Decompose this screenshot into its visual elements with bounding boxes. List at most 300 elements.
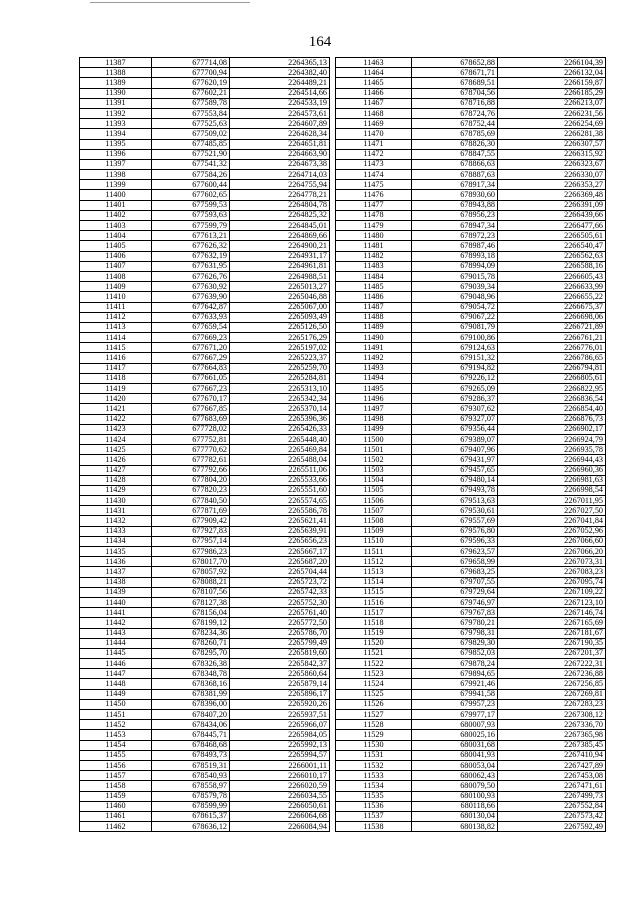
point-number-cell: 11453 xyxy=(80,730,152,740)
y-coordinate-cell: 2267066,60 xyxy=(498,536,606,546)
x-coordinate-cell: 679100,86 xyxy=(412,333,498,343)
table-row xyxy=(336,485,606,495)
point-number-cell: 11424 xyxy=(80,434,152,444)
table-row xyxy=(336,322,606,332)
point-number-cell: 11423 xyxy=(80,424,152,434)
x-coordinate-cell: 679015,78 xyxy=(412,271,498,281)
x-coordinate-cell: 679194,82 xyxy=(412,363,498,373)
table-row xyxy=(80,282,330,292)
y-coordinate-cell: 2266633,99 xyxy=(498,282,606,292)
point-number-cell: 11472 xyxy=(336,149,412,159)
table-row xyxy=(336,465,606,475)
table-row xyxy=(336,119,606,129)
table-row xyxy=(336,526,606,536)
x-coordinate-cell: 679407,96 xyxy=(412,445,498,455)
x-coordinate-cell: 679493,78 xyxy=(412,485,498,495)
table-row xyxy=(80,221,330,231)
table-row xyxy=(336,557,606,567)
point-number-cell: 11446 xyxy=(80,659,152,669)
point-number-cell: 11471 xyxy=(336,139,412,149)
point-number-cell: 11420 xyxy=(80,394,152,404)
point-number-cell: 11419 xyxy=(80,384,152,394)
y-coordinate-cell: 2264804,78 xyxy=(230,200,330,210)
y-coordinate-cell: 2266935,78 xyxy=(498,445,606,455)
point-number-cell: 11486 xyxy=(336,292,412,302)
x-coordinate-cell: 677871,69 xyxy=(152,506,230,516)
x-coordinate-cell: 678234,36 xyxy=(152,628,230,638)
table-row xyxy=(336,384,606,394)
x-coordinate-cell: 677521,90 xyxy=(152,149,230,159)
point-number-cell: 11414 xyxy=(80,333,152,343)
table-row xyxy=(80,108,330,118)
point-number-cell: 11503 xyxy=(336,465,412,475)
table-row xyxy=(80,740,330,750)
table-row xyxy=(336,434,606,444)
y-coordinate-cell: 2266353,27 xyxy=(498,180,606,190)
x-coordinate-cell: 677770,62 xyxy=(152,445,230,455)
y-coordinate-cell: 2266034,55 xyxy=(230,791,330,801)
y-coordinate-cell: 2264663,90 xyxy=(230,149,330,159)
y-coordinate-cell: 2266924,79 xyxy=(498,434,606,444)
table-row xyxy=(80,577,330,587)
y-coordinate-cell: 2267083,23 xyxy=(498,567,606,577)
y-coordinate-cell: 2266020,59 xyxy=(230,781,330,791)
point-number-cell: 11506 xyxy=(336,496,412,506)
table-row xyxy=(80,689,330,699)
table-row xyxy=(80,210,330,220)
x-coordinate-cell: 678260,71 xyxy=(152,638,230,648)
table-row xyxy=(336,547,606,557)
y-coordinate-cell: 2264489,21 xyxy=(230,78,330,88)
table-row xyxy=(336,791,606,801)
y-coordinate-cell: 2266605,43 xyxy=(498,271,606,281)
table-row xyxy=(336,597,606,607)
table-row xyxy=(336,475,606,485)
point-number-cell: 11533 xyxy=(336,771,412,781)
x-coordinate-cell: 679921,46 xyxy=(412,679,498,689)
y-coordinate-cell: 2265259,70 xyxy=(230,363,330,373)
y-coordinate-cell: 2264931,17 xyxy=(230,251,330,261)
y-coordinate-cell: 2266050,61 xyxy=(230,801,330,811)
table-row xyxy=(80,822,330,832)
table-row xyxy=(80,618,330,628)
point-number-cell: 11538 xyxy=(336,822,412,832)
y-coordinate-cell: 2265667,17 xyxy=(230,547,330,557)
y-coordinate-cell: 2264900,21 xyxy=(230,241,330,251)
x-coordinate-cell: 680007,93 xyxy=(412,720,498,730)
table-row xyxy=(80,139,330,149)
y-coordinate-cell: 2266776,01 xyxy=(498,343,606,353)
y-coordinate-cell: 2266562,63 xyxy=(498,251,606,261)
y-coordinate-cell: 2267308,12 xyxy=(498,710,606,720)
point-number-cell: 11430 xyxy=(80,496,152,506)
x-coordinate-cell: 677782,61 xyxy=(152,455,230,465)
point-number-cell: 11425 xyxy=(80,445,152,455)
point-number-cell: 11463 xyxy=(336,58,412,68)
table-row xyxy=(336,608,606,618)
table-row xyxy=(80,465,330,475)
x-coordinate-cell: 677804,20 xyxy=(152,475,230,485)
table-row xyxy=(80,261,330,271)
x-coordinate-cell: 680079,50 xyxy=(412,781,498,791)
point-number-cell: 11535 xyxy=(336,791,412,801)
table-row xyxy=(336,424,606,434)
y-coordinate-cell: 2265799,49 xyxy=(230,638,330,648)
table-row xyxy=(336,149,606,159)
table-row xyxy=(336,567,606,577)
point-number-cell: 11496 xyxy=(336,394,412,404)
x-coordinate-cell: 678088,21 xyxy=(152,577,230,587)
x-coordinate-cell: 679530,61 xyxy=(412,506,498,516)
x-coordinate-cell: 677553,84 xyxy=(152,108,230,118)
table-row xyxy=(80,424,330,434)
table-row xyxy=(336,750,606,760)
table-row xyxy=(336,760,606,770)
y-coordinate-cell: 2266323,67 xyxy=(498,159,606,169)
table-row xyxy=(336,139,606,149)
x-coordinate-cell: 679431,97 xyxy=(412,455,498,465)
y-coordinate-cell: 2266254,69 xyxy=(498,119,606,129)
y-coordinate-cell: 2266281,38 xyxy=(498,129,606,139)
table-row xyxy=(80,699,330,709)
table-row xyxy=(336,822,606,832)
y-coordinate-cell: 2266064,68 xyxy=(230,811,330,821)
table-row xyxy=(336,445,606,455)
y-coordinate-cell: 2267427,89 xyxy=(498,760,606,770)
x-coordinate-cell: 678887,63 xyxy=(412,170,498,180)
x-coordinate-cell: 678579,78 xyxy=(152,791,230,801)
point-number-cell: 11514 xyxy=(336,577,412,587)
x-coordinate-cell: 677631,95 xyxy=(152,261,230,271)
table-row xyxy=(336,394,606,404)
point-number-cell: 11467 xyxy=(336,98,412,108)
y-coordinate-cell: 2266391,09 xyxy=(498,200,606,210)
table-row xyxy=(336,68,606,78)
y-coordinate-cell: 2265426,33 xyxy=(230,424,330,434)
y-coordinate-cell: 2267123,10 xyxy=(498,597,606,607)
table-row xyxy=(80,312,330,322)
point-number-cell: 11408 xyxy=(80,271,152,281)
point-number-cell: 11497 xyxy=(336,404,412,414)
x-coordinate-cell: 679957,23 xyxy=(412,699,498,709)
x-coordinate-cell: 678396,00 xyxy=(152,699,230,709)
point-number-cell: 11401 xyxy=(80,200,152,210)
y-coordinate-cell: 2267027,50 xyxy=(498,506,606,516)
x-coordinate-cell: 678724,76 xyxy=(412,108,498,118)
coordinates-table-body xyxy=(80,58,330,832)
y-coordinate-cell: 2267236,88 xyxy=(498,669,606,679)
y-coordinate-cell: 2266698,06 xyxy=(498,312,606,322)
table-row xyxy=(80,475,330,485)
point-number-cell: 11523 xyxy=(336,669,412,679)
y-coordinate-cell: 2267095,74 xyxy=(498,577,606,587)
table-row xyxy=(80,394,330,404)
x-coordinate-cell: 678847,55 xyxy=(412,149,498,159)
y-coordinate-cell: 2267336,70 xyxy=(498,720,606,730)
y-coordinate-cell: 2265342,34 xyxy=(230,394,330,404)
table-row xyxy=(336,108,606,118)
table-row xyxy=(336,648,606,658)
x-coordinate-cell: 678468,68 xyxy=(152,740,230,750)
table-row xyxy=(336,628,606,638)
point-number-cell: 11456 xyxy=(80,760,152,770)
point-number-cell: 11402 xyxy=(80,210,152,220)
point-number-cell: 11448 xyxy=(80,679,152,689)
table-row xyxy=(80,373,330,383)
table-row xyxy=(80,180,330,190)
table-row xyxy=(80,536,330,546)
table-row xyxy=(80,384,330,394)
y-coordinate-cell: 2267222,31 xyxy=(498,659,606,669)
table-row xyxy=(80,648,330,658)
point-number-cell: 11531 xyxy=(336,750,412,760)
x-coordinate-cell: 679054,72 xyxy=(412,302,498,312)
point-number-cell: 11505 xyxy=(336,485,412,495)
y-coordinate-cell: 2267256,85 xyxy=(498,679,606,689)
table-row xyxy=(80,414,330,424)
x-coordinate-cell: 678930,60 xyxy=(412,190,498,200)
table-row xyxy=(80,781,330,791)
table-row xyxy=(80,445,330,455)
point-number-cell: 11435 xyxy=(80,547,152,557)
table-row xyxy=(80,750,330,760)
point-number-cell: 11519 xyxy=(336,628,412,638)
x-coordinate-cell: 677639,90 xyxy=(152,292,230,302)
y-coordinate-cell: 2265687,20 xyxy=(230,557,330,567)
point-number-cell: 11451 xyxy=(80,710,152,720)
x-coordinate-cell: 678943,88 xyxy=(412,200,498,210)
point-number-cell: 11508 xyxy=(336,516,412,526)
y-coordinate-cell: 2266001,11 xyxy=(230,760,330,770)
y-coordinate-cell: 2266981,63 xyxy=(498,475,606,485)
x-coordinate-cell: 677659,54 xyxy=(152,322,230,332)
point-number-cell: 11524 xyxy=(336,679,412,689)
point-number-cell: 11437 xyxy=(80,567,152,577)
point-number-cell: 11480 xyxy=(336,231,412,241)
table-row xyxy=(336,343,606,353)
y-coordinate-cell: 2265396,36 xyxy=(230,414,330,424)
y-coordinate-cell: 2265984,05 xyxy=(230,730,330,740)
y-coordinate-cell: 2265879,14 xyxy=(230,679,330,689)
point-number-cell: 11515 xyxy=(336,587,412,597)
y-coordinate-cell: 2266854,40 xyxy=(498,404,606,414)
point-number-cell: 11530 xyxy=(336,740,412,750)
y-coordinate-cell: 2265574,65 xyxy=(230,496,330,506)
table-row xyxy=(336,638,606,648)
table-row xyxy=(336,180,606,190)
x-coordinate-cell: 679226,12 xyxy=(412,373,498,383)
y-coordinate-cell: 2264628,34 xyxy=(230,129,330,139)
table-row xyxy=(336,271,606,281)
y-coordinate-cell: 2266185,29 xyxy=(498,88,606,98)
table-row xyxy=(336,669,606,679)
point-number-cell: 11475 xyxy=(336,180,412,190)
y-coordinate-cell: 2267592,49 xyxy=(498,822,606,832)
x-coordinate-cell: 678704,56 xyxy=(412,88,498,98)
x-coordinate-cell: 679067,22 xyxy=(412,312,498,322)
point-number-cell: 11405 xyxy=(80,241,152,251)
y-coordinate-cell: 2264573,61 xyxy=(230,108,330,118)
y-coordinate-cell: 2266477,66 xyxy=(498,221,606,231)
x-coordinate-cell: 678381,99 xyxy=(152,689,230,699)
y-coordinate-cell: 2265488,04 xyxy=(230,455,330,465)
y-coordinate-cell: 2265920,26 xyxy=(230,699,330,709)
table-row xyxy=(336,730,606,740)
x-coordinate-cell: 677626,32 xyxy=(152,241,230,251)
x-coordinate-cell: 678785,69 xyxy=(412,129,498,139)
y-coordinate-cell: 2265937,51 xyxy=(230,710,330,720)
y-coordinate-cell: 2265469,84 xyxy=(230,445,330,455)
x-coordinate-cell: 680118,66 xyxy=(412,801,498,811)
x-coordinate-cell: 677728,02 xyxy=(152,424,230,434)
y-coordinate-cell: 2264869,66 xyxy=(230,231,330,241)
x-coordinate-cell: 679707,55 xyxy=(412,577,498,587)
x-coordinate-cell: 679480,14 xyxy=(412,475,498,485)
x-coordinate-cell: 677792,66 xyxy=(152,465,230,475)
x-coordinate-cell: 678199,12 xyxy=(152,618,230,628)
point-number-cell: 11433 xyxy=(80,526,152,536)
x-coordinate-cell: 677593,63 xyxy=(152,210,230,220)
table-row xyxy=(336,516,606,526)
x-coordinate-cell: 677613,21 xyxy=(152,231,230,241)
point-number-cell: 11476 xyxy=(336,190,412,200)
point-number-cell: 11431 xyxy=(80,506,152,516)
y-coordinate-cell: 2266104,39 xyxy=(498,58,606,68)
point-number-cell: 11507 xyxy=(336,506,412,516)
y-coordinate-cell: 2266505,61 xyxy=(498,231,606,241)
point-number-cell: 11512 xyxy=(336,557,412,567)
y-coordinate-cell: 2265742,33 xyxy=(230,587,330,597)
y-coordinate-cell: 2265860,64 xyxy=(230,669,330,679)
point-number-cell: 11465 xyxy=(336,78,412,88)
table-row xyxy=(336,781,606,791)
y-coordinate-cell: 2265639,91 xyxy=(230,526,330,536)
y-coordinate-cell: 2264755,94 xyxy=(230,180,330,190)
table-row xyxy=(80,149,330,159)
y-coordinate-cell: 2266159,87 xyxy=(498,78,606,88)
x-coordinate-cell: 677927,83 xyxy=(152,526,230,536)
table-row xyxy=(336,159,606,169)
table-row xyxy=(80,455,330,465)
table-row xyxy=(336,88,606,98)
table-row xyxy=(336,261,606,271)
point-number-cell: 11387 xyxy=(80,58,152,68)
point-number-cell: 11441 xyxy=(80,608,152,618)
x-coordinate-cell: 678326,38 xyxy=(152,659,230,669)
point-number-cell: 11529 xyxy=(336,730,412,740)
table-row xyxy=(336,129,606,139)
x-coordinate-cell: 679829,30 xyxy=(412,638,498,648)
x-coordinate-cell: 677909,42 xyxy=(152,516,230,526)
table-row xyxy=(336,618,606,628)
x-coordinate-cell: 677700,94 xyxy=(152,68,230,78)
point-number-cell: 11500 xyxy=(336,434,412,444)
x-coordinate-cell: 677633,93 xyxy=(152,312,230,322)
point-number-cell: 11410 xyxy=(80,292,152,302)
y-coordinate-cell: 2265551,60 xyxy=(230,485,330,495)
table-row xyxy=(80,557,330,567)
y-coordinate-cell: 2265511,06 xyxy=(230,465,330,475)
table-row xyxy=(336,241,606,251)
table-row xyxy=(336,496,606,506)
y-coordinate-cell: 2265586,78 xyxy=(230,506,330,516)
table-row xyxy=(336,801,606,811)
y-coordinate-cell: 2266213,07 xyxy=(498,98,606,108)
table-row xyxy=(336,659,606,669)
x-coordinate-cell: 678368,16 xyxy=(152,679,230,689)
x-coordinate-cell: 677667,23 xyxy=(152,384,230,394)
point-number-cell: 11501 xyxy=(336,445,412,455)
x-coordinate-cell: 679977,17 xyxy=(412,710,498,720)
x-coordinate-cell: 677957,14 xyxy=(152,536,230,546)
table-row xyxy=(80,567,330,577)
point-number-cell: 11436 xyxy=(80,557,152,567)
table-row xyxy=(80,791,330,801)
point-number-cell: 11427 xyxy=(80,465,152,475)
point-number-cell: 11422 xyxy=(80,414,152,424)
point-number-cell: 11536 xyxy=(336,801,412,811)
y-coordinate-cell: 2266588,16 xyxy=(498,261,606,271)
x-coordinate-cell: 680041,93 xyxy=(412,750,498,760)
x-coordinate-cell: 679039,34 xyxy=(412,282,498,292)
x-coordinate-cell: 678993,18 xyxy=(412,251,498,261)
x-coordinate-cell: 679457,65 xyxy=(412,465,498,475)
table-row xyxy=(80,730,330,740)
table-row xyxy=(80,720,330,730)
x-coordinate-cell: 678956,23 xyxy=(412,210,498,220)
x-coordinate-cell: 677820,23 xyxy=(152,485,230,495)
y-coordinate-cell: 2267471,61 xyxy=(498,781,606,791)
point-number-cell: 11477 xyxy=(336,200,412,210)
y-coordinate-cell: 2265772,50 xyxy=(230,618,330,628)
table-row xyxy=(80,710,330,720)
y-coordinate-cell: 2267052,96 xyxy=(498,526,606,536)
coordinates-table-body xyxy=(336,58,606,832)
point-number-cell: 11464 xyxy=(336,68,412,78)
table-row xyxy=(80,322,330,332)
x-coordinate-cell: 678493,73 xyxy=(152,750,230,760)
table-row xyxy=(336,98,606,108)
x-coordinate-cell: 680031,68 xyxy=(412,740,498,750)
x-coordinate-cell: 679878,24 xyxy=(412,659,498,669)
point-number-cell: 11392 xyxy=(80,108,152,118)
y-coordinate-cell: 2264607,89 xyxy=(230,119,330,129)
y-coordinate-cell: 2266132,04 xyxy=(498,68,606,78)
table-row xyxy=(336,373,606,383)
y-coordinate-cell: 2267385,45 xyxy=(498,740,606,750)
table-row xyxy=(80,119,330,129)
table-row xyxy=(336,536,606,546)
x-coordinate-cell: 678295,70 xyxy=(152,648,230,658)
x-coordinate-cell: 677589,78 xyxy=(152,98,230,108)
y-coordinate-cell: 2265448,40 xyxy=(230,434,330,444)
y-coordinate-cell: 2265126,50 xyxy=(230,322,330,332)
point-number-cell: 11527 xyxy=(336,710,412,720)
y-coordinate-cell: 2266944,43 xyxy=(498,455,606,465)
x-coordinate-cell: 677541,32 xyxy=(152,159,230,169)
x-coordinate-cell: 678127,38 xyxy=(152,597,230,607)
point-number-cell: 11434 xyxy=(80,536,152,546)
y-coordinate-cell: 2266010,17 xyxy=(230,771,330,781)
point-number-cell: 11412 xyxy=(80,312,152,322)
y-coordinate-cell: 2267041,84 xyxy=(498,516,606,526)
point-number-cell: 11520 xyxy=(336,638,412,648)
x-coordinate-cell: 678671,71 xyxy=(412,68,498,78)
y-coordinate-cell: 2265093,49 xyxy=(230,312,330,322)
x-coordinate-cell: 677485,85 xyxy=(152,139,230,149)
table-row xyxy=(80,547,330,557)
y-coordinate-cell: 2266998,54 xyxy=(498,485,606,495)
